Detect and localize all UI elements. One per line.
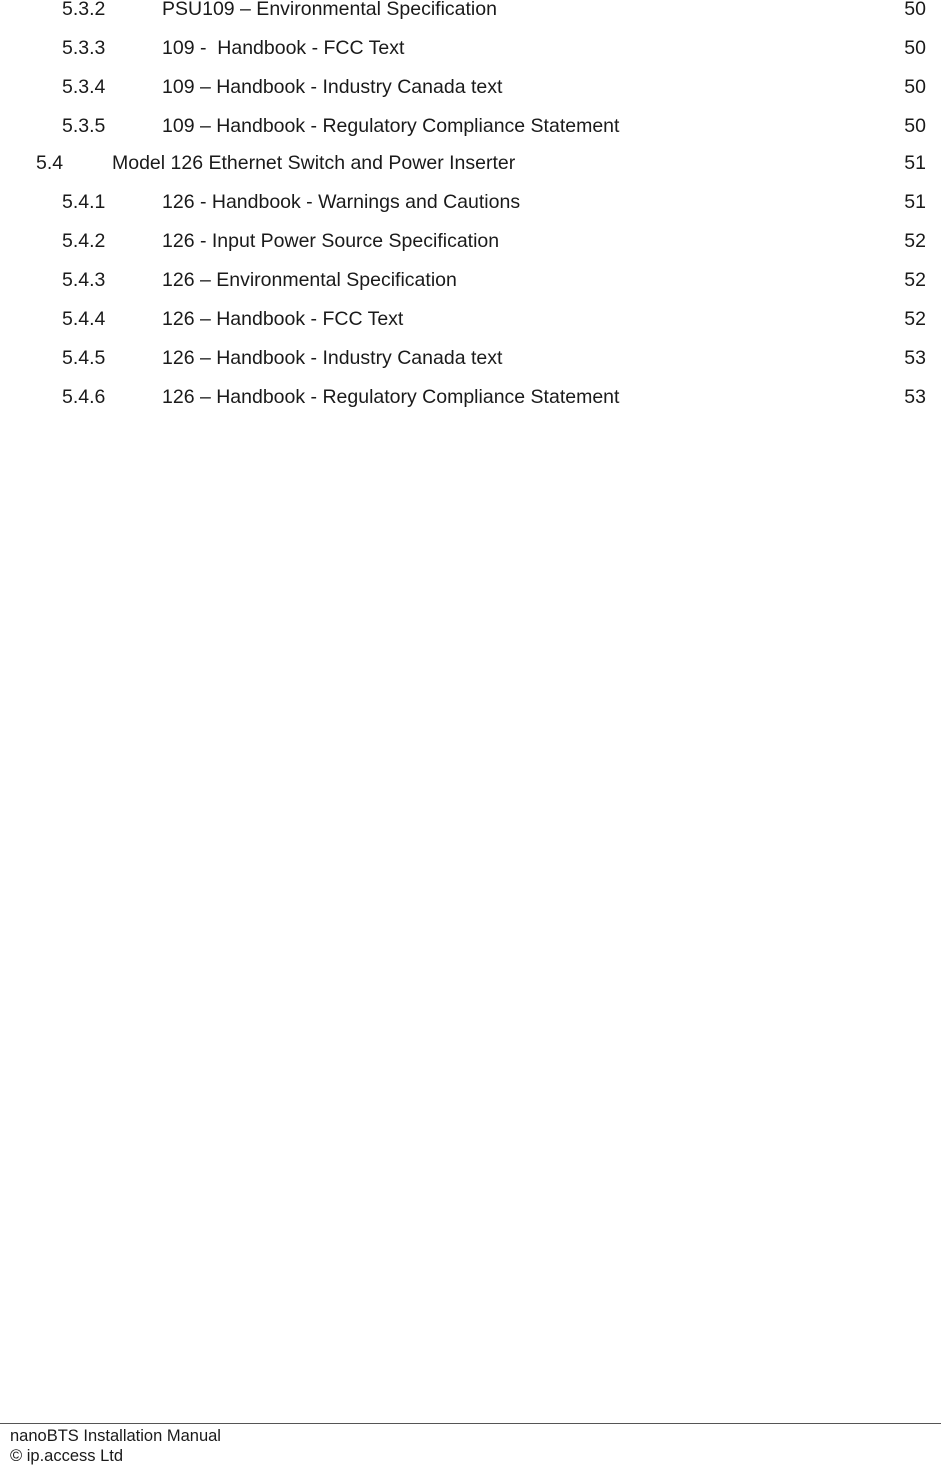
toc-entry-page: 52 [904,230,926,252]
toc-entry-title: 109 – Handbook - Industry Canada text [162,76,503,98]
toc-entry-title: PSU109 – Environmental Specification [162,0,497,20]
footer-document-title: nanoBTS Installation Manual [10,1427,221,1445]
toc-entry-number: 5.4.6 [62,386,106,408]
toc-entry-title: 126 – Environmental Specification [162,269,457,291]
toc-entry-number: 5.4.1 [62,191,106,213]
toc-entry-title: 126 - Handbook - Warnings and Cautions [162,191,521,213]
toc-entry-5-4-5[interactable] [62,346,926,370]
page-footer [10,1426,221,1466]
toc-entry-page: 52 [904,308,926,330]
toc-entry-number: 5.4.5 [62,347,106,369]
toc-entry-5-3-4[interactable] [62,75,926,99]
toc-entry-number: 5.3.3 [62,37,106,59]
toc-entry-5-4-4[interactable] [62,307,926,331]
footer-divider [0,1423,941,1424]
toc-entry-page: 51 [904,191,926,213]
toc-entry-5-4-3[interactable] [62,268,926,292]
toc-entry-page: 50 [904,0,926,20]
toc-entry-page: 53 [904,347,926,369]
footer-copyright: © ip.access Ltd [10,1447,124,1465]
toc-entry-page: 52 [904,269,926,291]
toc-entry-title: 126 – Handbook - Regulatory Compliance Statement [162,386,620,408]
toc-entry-number: 5.3.4 [62,76,106,98]
toc-entry-5-3-3[interactable] [62,36,926,60]
toc-entry-number: 5.4.4 [62,308,106,330]
toc-entry-page: 51 [904,152,926,174]
toc-entry-number: 5.3.5 [62,115,106,137]
toc-entry-5-4-1[interactable] [62,190,926,214]
toc-entry-page: 50 [904,37,926,59]
toc-entry-number: 5.4 [36,152,64,174]
toc-entry-title: 126 - Input Power Source Specification [162,230,500,252]
toc-entry-title: 126 – Handbook - FCC Text [162,308,404,330]
toc-entry-title: 109 – Handbook - Regulatory Compliance Statement [162,115,620,137]
toc-entry-title: 126 – Handbook - Industry Canada text [162,347,503,369]
toc-entry-5-4-2[interactable] [62,229,926,253]
toc-entry-number: 5.4.3 [62,269,106,291]
toc-entry-5-4-6[interactable] [62,385,926,409]
toc-entry-number: 5.3.2 [62,0,106,20]
toc-entry-page: 53 [904,386,926,408]
toc-entry-5-3-5[interactable] [62,114,926,138]
toc-entry-page: 50 [904,115,926,137]
toc-entry-page: 50 [904,76,926,98]
toc-entry-5-3-2[interactable] [62,0,926,21]
toc-entry-title: 109 - Handbook - FCC Text [162,37,405,59]
toc-entry-5-4[interactable] [36,151,926,175]
toc-entry-title: Model 126 Ethernet Switch and Power Inserter [112,152,516,174]
toc-entry-number: 5.4.2 [62,230,106,252]
